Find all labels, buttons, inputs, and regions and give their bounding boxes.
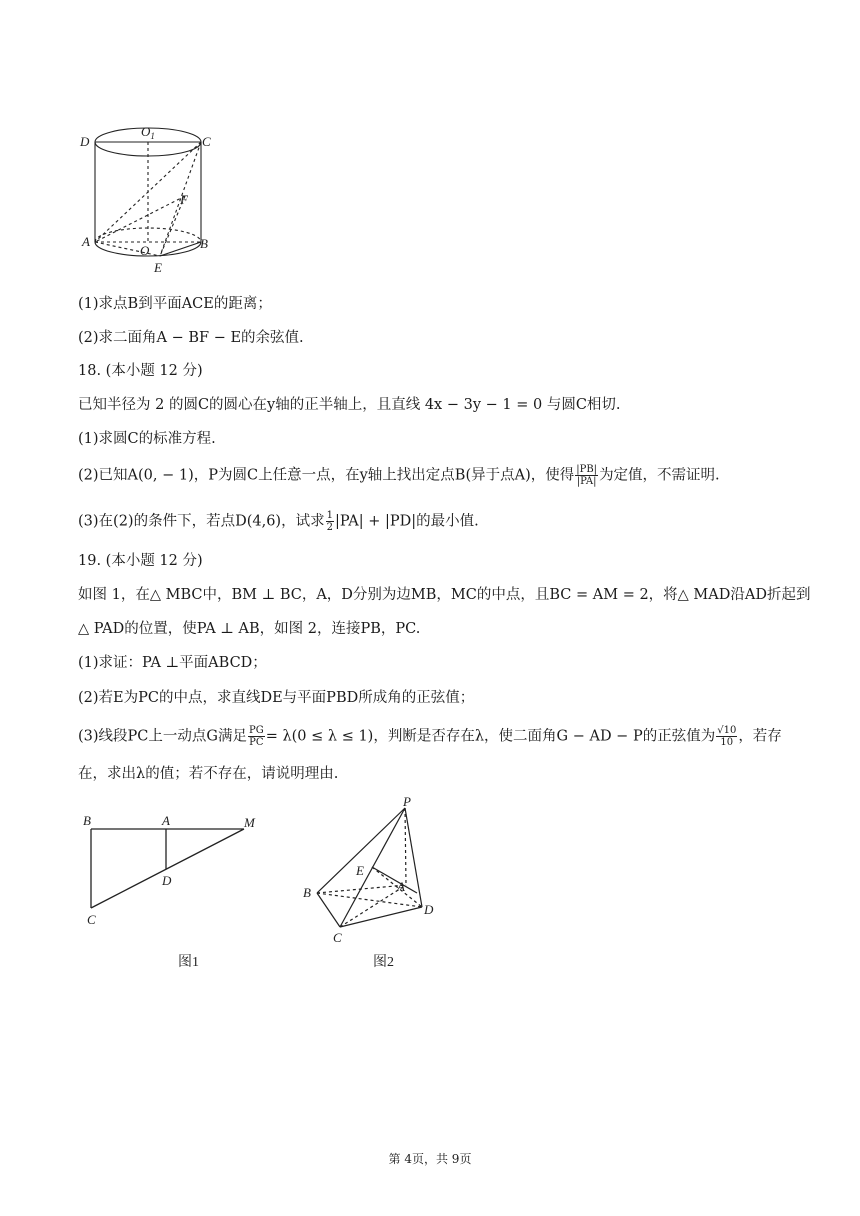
figure1 (76, 808, 266, 976)
q18-part2-before: (2)已知A(0, − 1)，P为圆C上任意一点，在y轴上找出定点B(异于点A)，使得 (78, 467, 575, 484)
fig1-label-A: A (162, 813, 170, 828)
fig1-label-D: D (162, 873, 172, 888)
fig1-label-C: C (87, 912, 96, 927)
figure2 (296, 792, 446, 976)
q19-stem-line2: △ PAD的位置，使PA ⊥ AB，如图 2，连接PB，PC. (78, 621, 421, 637)
fig2-label-P: P (403, 794, 411, 809)
q19-part3-frac2-den: 10 (720, 737, 734, 748)
label-O1 (141, 124, 155, 141)
q18-stem: 已知半径为 2 的圆C的圆心在y轴的正半轴上，且直线 4x − 3y − 1 = 0 与圆C相切. (78, 397, 621, 413)
q18-part2-after: 为定值，不需证明. (599, 467, 720, 484)
q19-part3-fraction (248, 725, 265, 748)
q18-part2-frac-num: |PB| (576, 464, 598, 475)
q17-part2: (2)求二面角A − BF − E的余弦值. (78, 330, 304, 346)
fig2-label-B: B (303, 885, 311, 900)
q18-part2 (78, 464, 720, 487)
label-C: C (202, 134, 211, 149)
label-O1-sub: 1 (150, 131, 155, 141)
q18-part3-after: |PA| + |PD|的最小值. (334, 513, 479, 530)
q18-part3-fraction (326, 510, 334, 533)
label-O: O (140, 243, 150, 258)
q19-part3-after: ，若存 (738, 728, 782, 745)
label-B: B (200, 236, 208, 251)
q19-part3 (78, 725, 782, 748)
fig1-label-B: B (83, 813, 91, 828)
q18-part2-fraction (575, 464, 598, 487)
fig2-label-A: A (397, 879, 405, 894)
q19-part3-mid: = λ(0 ≤ λ ≤ 1)，判断是否存在λ，使二面角G − AD − P的正弦值为 (265, 728, 716, 745)
q18-part2-frac-den: |PA| (576, 476, 597, 487)
label-F: F (180, 192, 188, 207)
label-E: E (154, 260, 162, 275)
q19-part3-frac-den: PC (249, 737, 264, 748)
label-D: D (80, 134, 90, 149)
fig2-label-D: D (424, 902, 434, 917)
fig2-caption: 图2 (373, 955, 394, 970)
fig1-label-M: M (244, 815, 255, 830)
fig2-label-C: C (333, 930, 342, 945)
q18-part3-before: (3)在(2)的条件下，若点D(4,6)，试求 (78, 513, 325, 530)
q19-part3-fraction2 (716, 725, 737, 748)
q17-part1: (1)求点B到平面ACE的距离； (78, 296, 272, 312)
label-A: A (82, 234, 90, 249)
page-footer: 第 4页，共 9页 (388, 1152, 472, 1166)
q19-part3-frac2-num: √10 (717, 725, 737, 736)
cylinder-figure (70, 118, 230, 278)
q19-part2: (2)若E为PC的中点，求直线DE与平面PBD所成角的正弦值； (78, 690, 475, 706)
q18-part3-frac-den: 2 (326, 522, 333, 533)
q18-part3 (78, 510, 479, 533)
q19-part3-line2: 在，求出λ的值；若不存在，请说明理由. (78, 766, 339, 782)
fig1-caption: 图1 (178, 955, 199, 970)
q18-part3-frac-num: 1 (326, 510, 333, 521)
q19-part1: (1)求证：PA ⊥平面ABCD； (78, 655, 267, 671)
q18-heading: 18. (本小题 12 分) (78, 363, 203, 379)
q19-stem-line1: 如图 1，在△ MBC中，BM ⊥ BC，A，D分别为边MB，MC的中点，且BC = AM = 2，将△ MAD沿AD折起到 (78, 587, 811, 603)
label-O1-letter: O (141, 124, 151, 139)
q19-part3-before: (3)线段PC上一动点G满足 (78, 728, 247, 745)
q19-heading: 19. (本小题 12 分) (78, 553, 203, 569)
q19-part3-frac-num: PG (248, 725, 264, 736)
fig2-label-E: E (356, 863, 364, 878)
q18-part1: (1)求圆C的标准方程. (78, 431, 216, 447)
